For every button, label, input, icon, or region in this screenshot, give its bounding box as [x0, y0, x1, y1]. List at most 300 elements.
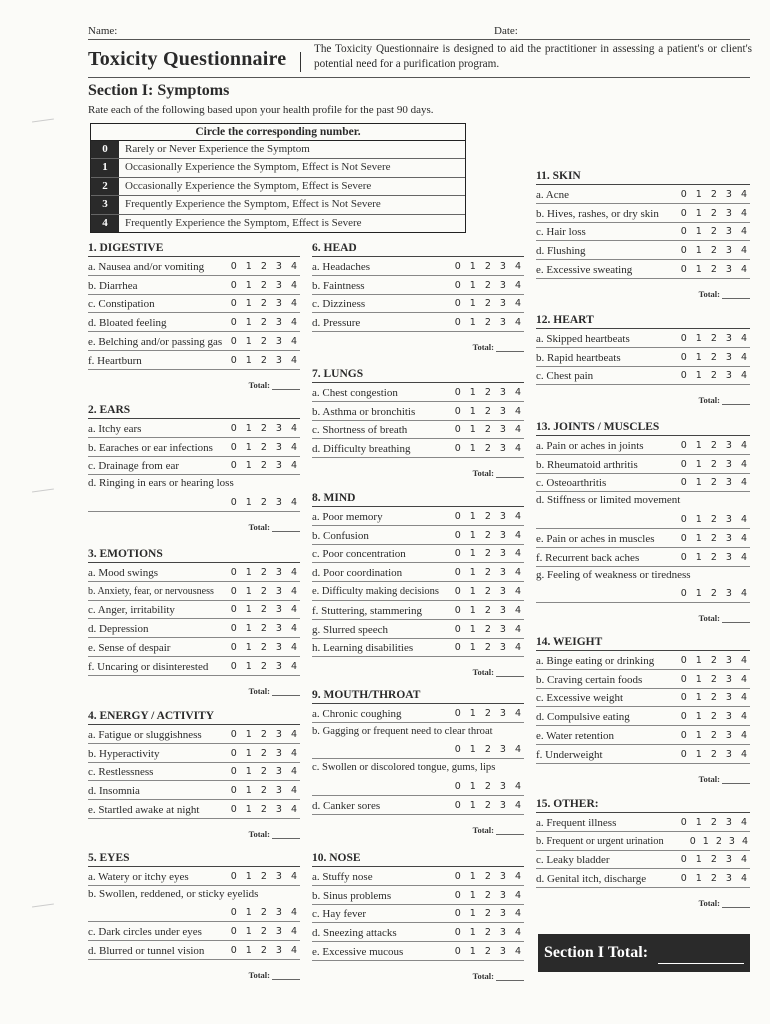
symptom-label: c. Anger, irritability [88, 604, 175, 617]
legend-row [91, 159, 465, 177]
symptom-label: c. Poor concentration [312, 548, 406, 561]
rating-scale[interactable]: 0 1 2 3 4 [454, 945, 524, 957]
rating-scale[interactable]: 0 1 2 3 4 [680, 673, 750, 685]
group-eyes [88, 850, 300, 980]
rating-scale[interactable]: 0 1 2 3 4 [230, 279, 300, 291]
symptom-row-continued [536, 510, 750, 529]
section-total-field[interactable] [658, 943, 744, 964]
symptom-row [312, 421, 524, 440]
rating-scale[interactable]: 0 1 2 3 4 [454, 908, 524, 920]
symptom-label: d. Poor coordination [312, 567, 403, 580]
symptom-row [88, 922, 300, 941]
symptom-label: a. Skipped heartbeats [536, 332, 630, 345]
rating-scale[interactable]: 0 1 2 3 4 [680, 551, 750, 563]
total-field[interactable] [496, 468, 524, 478]
total-label: Total: [248, 828, 270, 839]
rating-scale[interactable]: 0 1 2 3 4 [230, 354, 300, 366]
rating-scale[interactable]: 0 1 2 3 4 [230, 641, 300, 653]
header-rule-top [88, 39, 750, 40]
rating-scale[interactable]: 0 1 2 3 4 [454, 279, 524, 291]
symptom-row [88, 351, 300, 370]
rating-scale[interactable]: 0 1 2 3 4 [454, 386, 524, 398]
legend-text: Frequently Experience the Symptom, Effect is Severe [125, 216, 362, 229]
symptom-row [312, 257, 524, 276]
symptom-label: a. Watery or itchy eyes [88, 870, 189, 883]
rating-scale[interactable]: 0 1 2 3 4 [680, 816, 750, 828]
rating-scale[interactable]: 0 1 2 3 4 [230, 566, 300, 578]
symptom-label: c. Constipation [88, 298, 155, 311]
rating-scale[interactable]: 0 1 2 3 4 [680, 458, 750, 470]
symptom-label: a. Binge eating or drinking [536, 654, 655, 667]
symptom-label: d. Canker sores [312, 799, 381, 812]
symptom-label: c. Chest pain [536, 370, 594, 383]
rating-scale[interactable]: 0 1 2 3 4 [680, 748, 750, 760]
symptom-row [536, 813, 750, 832]
total-label: Total: [698, 613, 720, 624]
rating-scale[interactable]: 0 1 2 3 4 [230, 585, 300, 597]
symptom-row [536, 367, 750, 386]
rating-scale[interactable]: 0 1 2 3 4 [680, 245, 750, 257]
group-mouth-throat [312, 687, 524, 835]
rating-scale[interactable]: 0 1 2 3 4 [680, 873, 750, 885]
rating-scale[interactable]: 0 1 2 3 4 [454, 548, 524, 560]
symptom-row [312, 796, 524, 815]
total-field[interactable] [722, 774, 750, 784]
symptom-row-continued [312, 741, 524, 760]
symptom-label: f. Heartburn [88, 354, 142, 367]
symptom-label: d. Compulsive eating [536, 711, 630, 724]
rating-scale[interactable]: 0 1 2 3 4 [680, 370, 750, 382]
symptom-row [88, 563, 300, 582]
rating-scale[interactable]: 0 1 2 3 4 [230, 766, 300, 778]
symptom-label: a. Chest congestion [312, 386, 398, 399]
total-field[interactable] [722, 395, 750, 405]
rating-scale[interactable]: 0 1 2 3 4 [454, 298, 524, 310]
group-total [88, 819, 300, 839]
rating-scale[interactable]: 0 1 2 3 4 [454, 567, 524, 579]
rating-scale[interactable]: 0 1 2 3 4 [680, 711, 750, 723]
rating-scale[interactable]: 0 1 2 3 4 [454, 260, 524, 272]
rating-scale[interactable]: 0 1 2 3 4 [454, 443, 524, 455]
symptom-label: b. Diarrhea [88, 279, 138, 292]
total-field[interactable] [272, 970, 300, 980]
group-title: 9. MOUTH/THROAT [312, 687, 524, 704]
group-title: 2. EARS [88, 402, 300, 419]
symptom-label: a. Chronic coughing [312, 707, 402, 720]
group-total [312, 815, 524, 835]
rating-scale[interactable]: 0 1 2 3 4 [230, 728, 300, 740]
symptom-row [312, 942, 524, 961]
rating-scale[interactable]: 0 1 2 3 4 [454, 870, 524, 882]
symptom-row [536, 241, 750, 260]
symptom-row [536, 455, 750, 474]
rating-scale[interactable]: 0 1 2 3 4 [230, 441, 300, 453]
group-head [312, 240, 524, 352]
symptom-row [312, 313, 524, 332]
symptom-label: c. Drainage from ear [88, 460, 180, 473]
rating-scale[interactable]: 0 1 2 3 4 [230, 660, 300, 672]
symptom-label: a. Mood swings [88, 566, 158, 579]
rating-scale[interactable]: 0 1 2 3 4 [680, 588, 750, 600]
symptom-label: c. Osteoarthritis [536, 477, 607, 490]
group-total [312, 961, 524, 981]
rating-scale[interactable]: 0 1 2 3 4 [230, 870, 300, 882]
rating-scale[interactable]: 0 1 2 3 4 [230, 317, 300, 329]
symptom-label: b. Confusion [312, 529, 369, 542]
total-field[interactable] [496, 342, 524, 352]
rating-scale[interactable]: 0 1 2 3 4 [230, 496, 300, 508]
rating-scale[interactable]: 0 1 2 3 4 [454, 623, 524, 635]
group-title: 10. NOSE [312, 850, 524, 867]
symptom-row [88, 332, 300, 351]
rating-scale[interactable]: 0 1 2 3 4 [454, 642, 524, 654]
date-label: Date: [494, 25, 518, 37]
symptom-label: b. Gagging or frequent need to clear throat [312, 725, 493, 737]
group-total [88, 370, 300, 390]
binder-mark [32, 118, 54, 123]
symptom-label: e. Water retention [536, 729, 615, 742]
rating-scale[interactable]: 0 1 2 3 4 [230, 422, 300, 434]
symptom-label: d. Depression [88, 623, 149, 636]
symptom-row [536, 869, 750, 888]
symptom-row [312, 723, 524, 741]
group-total [536, 888, 750, 908]
symptom-label: b. Asthma or bronchitis [312, 405, 416, 418]
group-total [536, 279, 750, 299]
group-total [88, 960, 300, 980]
symptom-label: e. Excessive sweating [536, 263, 633, 276]
symptom-label: d. Bloated feeling [88, 317, 167, 330]
symptom-row [312, 886, 524, 905]
symptom-label: d. Blurred or tunnel vision [88, 944, 205, 957]
total-label: Total: [248, 521, 270, 532]
rating-scale[interactable]: 0 1 2 3 4 [454, 317, 524, 329]
symptom-row [536, 851, 750, 870]
symptom-label: b. Hives, rashes, or dry skin [536, 207, 659, 220]
symptom-row-continued [312, 777, 524, 796]
legend-text: Rarely or Never Experience the Symptom [125, 143, 310, 155]
total-label: Total: [698, 773, 720, 784]
symptom-label: d. Stiffness or limited movement [536, 494, 681, 507]
total-label: Total: [248, 379, 270, 390]
symptom-row [312, 582, 524, 601]
symptom-row [536, 204, 750, 223]
group-total [312, 657, 524, 677]
total-field[interactable] [722, 898, 750, 908]
binder-mark [32, 903, 54, 908]
symptom-row [88, 867, 300, 886]
section-subtitle: Rate each of the following based upon your health profile for the past 90 days. [88, 104, 434, 116]
rating-scale[interactable]: 0 1 2 3 4 [689, 835, 750, 847]
symptom-row [536, 260, 750, 279]
symptom-label: a. Headaches [312, 260, 371, 273]
symptom-row [88, 657, 300, 676]
symptom-row [88, 295, 300, 314]
total-label: Total: [248, 969, 270, 980]
group-energy [88, 708, 300, 839]
total-field[interactable] [272, 829, 300, 839]
legend-number: 4 [91, 215, 119, 232]
rating-scale[interactable]: 0 1 2 3 4 [680, 692, 750, 704]
group-title: 11. SKIN [536, 168, 750, 185]
symptom-row [312, 383, 524, 402]
rating-scale[interactable]: 0 1 2 3 4 [230, 747, 300, 759]
total-field[interactable] [496, 667, 524, 677]
symptom-label: b. Earaches or ear infections [88, 441, 213, 454]
symptom-label: c. Excessive weight [536, 692, 624, 705]
symptom-label: e. Sense of despair [88, 641, 171, 654]
legend-text: Occasionally Experience the Symptom, Effect is Severe [125, 179, 372, 192]
symptom-label: d. Genital itch, discharge [536, 873, 647, 886]
symptom-row [88, 781, 300, 800]
rating-scale[interactable]: 0 1 2 3 4 [230, 907, 300, 919]
symptom-row [536, 474, 750, 493]
symptom-row [312, 295, 524, 314]
symptom-label: c. Hay fever [312, 908, 367, 921]
symptom-label: a. Fatigue or sluggishness [88, 728, 202, 741]
legend-row [91, 215, 465, 232]
symptom-label: e. Belching and/or passing gas [88, 335, 223, 348]
total-field[interactable] [272, 686, 300, 696]
symptom-label: f. Recurrent back aches [536, 551, 640, 564]
rating-scale[interactable]: 0 1 2 3 4 [454, 780, 524, 792]
group-other [536, 796, 750, 908]
symptom-label: a. Pain or aches in joints [536, 439, 644, 452]
symptom-row [312, 704, 524, 723]
group-title: 4. ENERGY / ACTIVITY [88, 708, 300, 725]
group-mind [312, 490, 524, 677]
rating-scale[interactable]: 0 1 2 3 4 [680, 263, 750, 275]
symptom-label: a. Acne [536, 188, 569, 201]
symptom-row [536, 492, 750, 510]
symptom-row-continued [88, 493, 300, 512]
group-nose [312, 850, 524, 981]
rating-scale[interactable]: 0 1 2 3 4 [454, 424, 524, 436]
rating-scale[interactable]: 0 1 2 3 4 [230, 803, 300, 815]
symptom-row [88, 438, 300, 457]
symptom-row [536, 529, 750, 548]
group-total [536, 603, 750, 623]
symptom-row [88, 763, 300, 782]
legend-row [91, 178, 465, 196]
rating-scale[interactable]: 0 1 2 3 4 [230, 785, 300, 797]
symptom-label: b. Sinus problems [312, 889, 392, 902]
symptom-row [88, 419, 300, 438]
rating-scale[interactable]: 0 1 2 3 4 [454, 604, 524, 616]
rating-scale[interactable]: 0 1 2 3 4 [680, 188, 750, 200]
total-field[interactable] [496, 825, 524, 835]
symptom-label: c. Hair loss [536, 226, 586, 239]
symptom-label: c. Dark circles under eyes [88, 926, 202, 939]
symptom-row [312, 526, 524, 545]
total-field[interactable] [496, 971, 524, 981]
rating-scale[interactable]: 0 1 2 3 4 [454, 744, 524, 756]
rating-scale[interactable]: 0 1 2 3 4 [454, 927, 524, 939]
group-title: 13. JOINTS / MUSCLES [536, 419, 750, 436]
total-field[interactable] [722, 613, 750, 623]
binder-mark [32, 488, 54, 493]
group-skin [536, 168, 750, 299]
legend-row [91, 141, 465, 159]
symptom-label: h. Learning disabilities [312, 642, 414, 655]
symptom-label: b. Rapid heartbeats [536, 351, 621, 364]
rating-scale[interactable]: 0 1 2 3 4 [230, 623, 300, 635]
rating-scale[interactable]: 0 1 2 3 4 [230, 926, 300, 938]
symptom-label: b. Craving certain foods [536, 673, 643, 686]
symptom-row [88, 475, 300, 493]
section-total-box [538, 934, 750, 972]
symptom-label: b. Faintness [312, 279, 365, 292]
symptom-row [536, 832, 750, 851]
symptom-label: c. Dizziness [312, 298, 366, 311]
symptom-row [312, 923, 524, 942]
symptom-label: g. Feeling of weakness or tiredness [536, 568, 691, 581]
symptom-row [312, 620, 524, 639]
legend-number: 1 [91, 159, 119, 176]
total-label: Total: [472, 468, 494, 479]
total-label: Total: [698, 395, 720, 406]
group-title: 8. MIND [312, 490, 524, 507]
symptom-row [312, 545, 524, 564]
symptom-row [536, 348, 750, 367]
rating-scale[interactable]: 0 1 2 3 4 [454, 510, 524, 522]
symptom-label: e. Pain or aches in muscles [536, 532, 655, 545]
symptom-row [88, 257, 300, 276]
group-title: 14. WEIGHT [536, 634, 750, 651]
header-rule-bottom [88, 77, 750, 78]
symptom-label: c. Restlessness [88, 766, 154, 779]
group-title: 3. EMOTIONS [88, 546, 300, 563]
symptom-row [536, 707, 750, 726]
rating-scale[interactable]: 0 1 2 3 4 [680, 477, 750, 489]
group-title: 12. HEART [536, 312, 750, 329]
rating-scale[interactable]: 0 1 2 3 4 [680, 729, 750, 741]
name-label: Name: [88, 25, 118, 37]
symptom-row [536, 689, 750, 708]
rating-scale[interactable]: 0 1 2 3 4 [680, 654, 750, 666]
rating-scale[interactable]: 0 1 2 3 4 [680, 513, 750, 525]
legend-row [91, 196, 465, 214]
symptom-row-continued [536, 584, 750, 603]
symptom-label: a. Stuffy nose [312, 870, 373, 883]
symptom-label: b. Anxiety, fear, or nervousness [88, 585, 214, 597]
symptom-row [536, 436, 750, 455]
total-label: Total: [698, 288, 720, 299]
symptom-row [88, 276, 300, 295]
section-title: Section I: Symptoms [88, 82, 230, 99]
rating-scale[interactable]: 0 1 2 3 4 [454, 799, 524, 811]
rating-scale[interactable]: 0 1 2 3 4 [454, 707, 524, 719]
legend-number: 0 [91, 141, 119, 158]
symptom-label: f. Stuttering, stammering [312, 604, 422, 617]
rating-scale[interactable]: 0 1 2 3 4 [680, 332, 750, 344]
symptom-row [536, 223, 750, 242]
total-label: Total: [472, 970, 494, 981]
legend-number: 2 [91, 178, 119, 195]
symptom-row [536, 567, 750, 585]
symptom-label: g. Slurred speech [312, 623, 389, 636]
total-label: Total: [472, 667, 494, 678]
symptom-label: b. Rheumatoid arthritis [536, 458, 638, 471]
rating-scale[interactable]: 0 1 2 3 4 [680, 207, 750, 219]
symptom-row [312, 439, 524, 458]
symptom-row [312, 639, 524, 658]
group-title: 7. LUNGS [312, 366, 524, 383]
symptom-row [88, 619, 300, 638]
group-lungs [312, 366, 524, 478]
group-total [312, 458, 524, 478]
symptom-label: d. Ringing in ears or hearing loss [88, 477, 234, 490]
group-title: 5. EYES [88, 850, 300, 867]
symptom-row [536, 329, 750, 348]
rating-scale[interactable]: 0 1 2 3 4 [230, 335, 300, 347]
rating-scale[interactable]: 0 1 2 3 4 [230, 460, 300, 472]
total-label: Total: [248, 685, 270, 696]
rating-scale[interactable]: 0 1 2 3 4 [230, 298, 300, 310]
symptom-label: f. Uncaring or disinterested [88, 660, 209, 673]
rating-scale[interactable]: 0 1 2 3 4 [680, 226, 750, 238]
group-joints-muscles [536, 419, 750, 623]
total-label: Total: [698, 898, 720, 909]
rating-scale[interactable]: 0 1 2 3 4 [454, 405, 524, 417]
symptom-row [312, 905, 524, 924]
total-field[interactable] [272, 522, 300, 532]
symptom-label: a. Nausea and/or vomiting [88, 260, 205, 273]
symptom-label: d. Flushing [536, 245, 586, 258]
rating-scale[interactable]: 0 1 2 3 4 [680, 854, 750, 866]
symptom-row [88, 638, 300, 657]
group-heart [536, 312, 750, 405]
group-ears [88, 402, 300, 532]
total-field[interactable] [722, 289, 750, 299]
title-divider [300, 52, 301, 72]
total-label: Total: [472, 824, 494, 835]
symptom-label: e. Excessive mucous [312, 945, 404, 958]
legend-text: Occasionally Experience the Symptom, Effect is Not Severe [125, 161, 391, 174]
group-weight [536, 634, 750, 784]
rating-scale[interactable]: 0 1 2 3 4 [454, 585, 524, 597]
symptom-row [312, 276, 524, 295]
group-total [536, 764, 750, 784]
symptom-label: d. Pressure [312, 317, 361, 330]
symptom-label: c. Shortness of breath [312, 424, 408, 437]
rating-scale[interactable]: 0 1 2 3 4 [680, 439, 750, 451]
rating-scale[interactable]: 0 1 2 3 4 [230, 260, 300, 272]
symptom-label: c. Swollen or discolored tongue, gums, lips [312, 762, 496, 774]
symptom-row [536, 548, 750, 567]
rating-scale[interactable]: 0 1 2 3 4 [454, 529, 524, 541]
symptom-row [536, 726, 750, 745]
symptom-row [88, 457, 300, 476]
page-title: Toxicity Questionnaire [88, 48, 287, 70]
rating-scale[interactable]: 0 1 2 3 4 [230, 944, 300, 956]
legend-text: Frequently Experience the Symptom, Effect is Not Severe [125, 198, 381, 211]
rating-scale[interactable]: 0 1 2 3 4 [230, 604, 300, 616]
symptom-row [88, 582, 300, 601]
symptom-row [312, 759, 524, 777]
total-field[interactable] [272, 380, 300, 390]
group-emotions [88, 546, 300, 696]
rating-scale[interactable]: 0 1 2 3 4 [454, 889, 524, 901]
symptom-label: b. Hyperactivity [88, 747, 160, 760]
rating-scale[interactable]: 0 1 2 3 4 [680, 351, 750, 363]
symptom-row [88, 800, 300, 819]
symptom-row [312, 402, 524, 421]
rating-scale[interactable]: 0 1 2 3 4 [680, 532, 750, 544]
symptom-label: a. Frequent illness [536, 816, 617, 829]
symptom-label: c. Leaky bladder [536, 854, 610, 867]
legend-number: 3 [91, 196, 119, 213]
